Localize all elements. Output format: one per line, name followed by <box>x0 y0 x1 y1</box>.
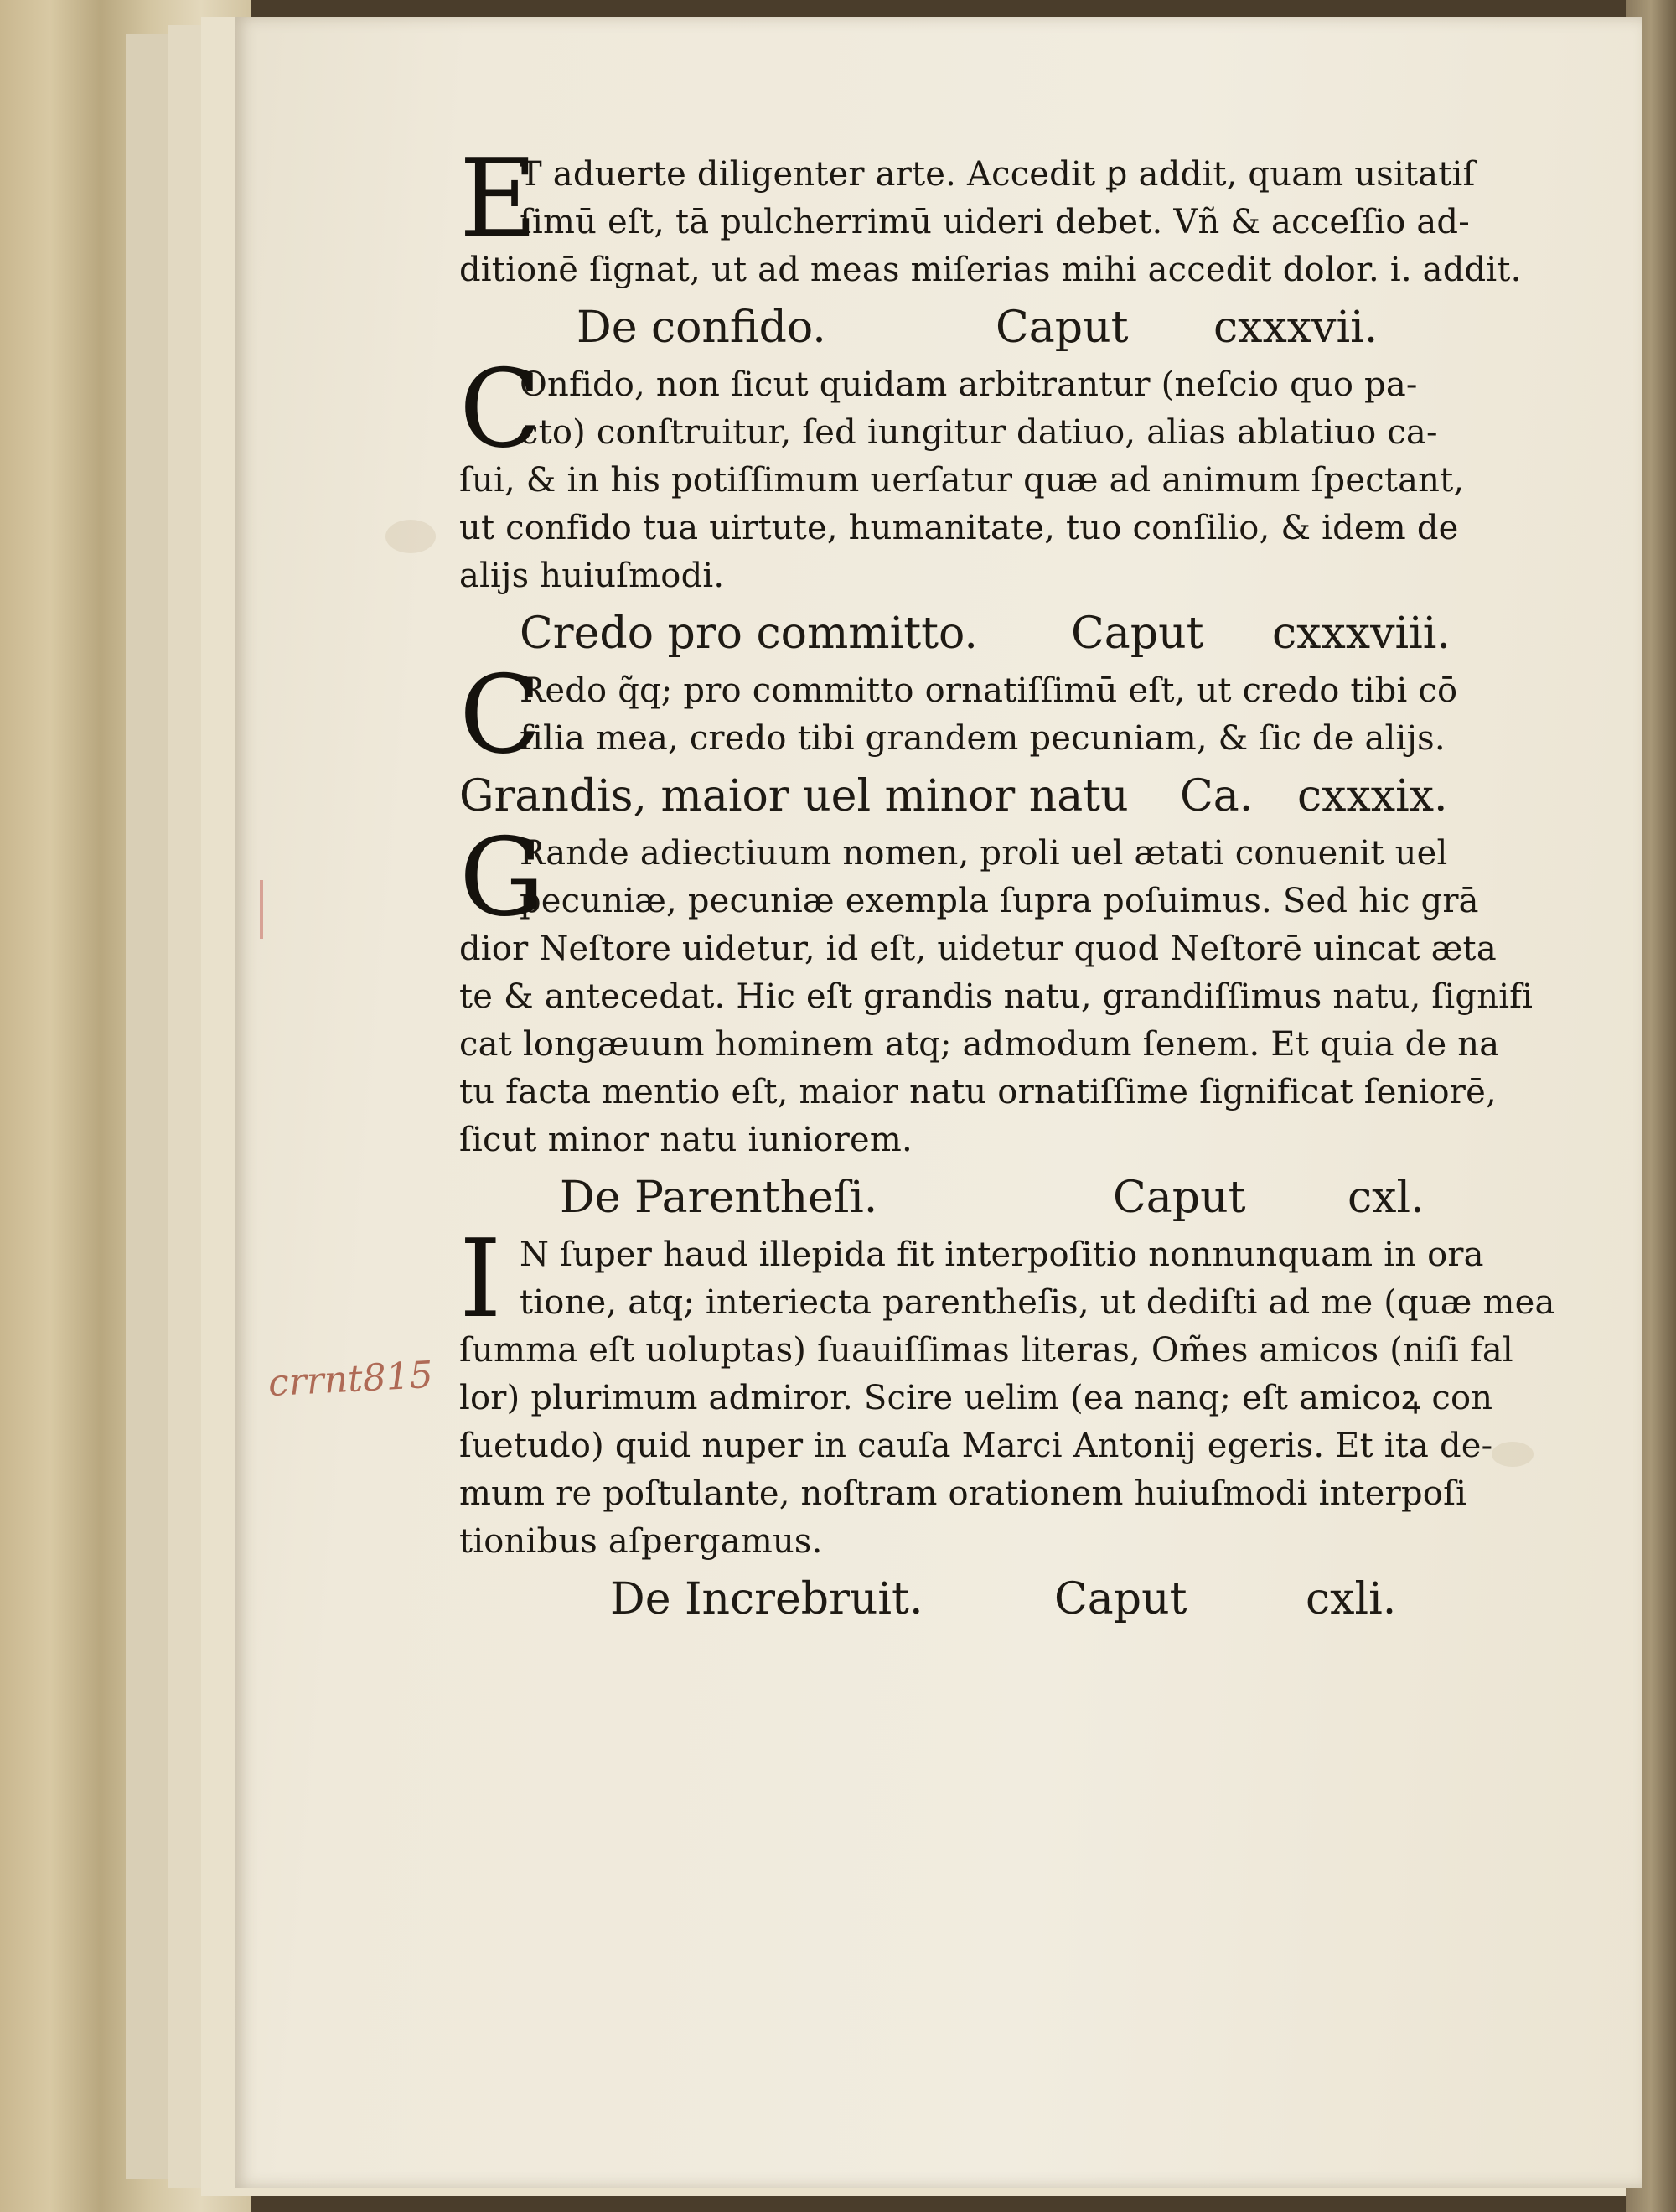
foxing-spot <box>1492 1442 1534 1467</box>
heading-number: cxxxviii. <box>1272 609 1451 659</box>
text-line: ſui, & in his potiſſimum uerſatur quæ ad animum ſpectant, <box>459 461 1465 500</box>
text-line: Redo q̃q; pro committo ornatiſſimū eſt, ut credo tibi cō <box>520 671 1458 710</box>
text-line: alijs huiuſmodi. <box>459 557 725 595</box>
heading-number: cxli. <box>1306 1574 1397 1624</box>
chapter-heading <box>459 763 1490 830</box>
heading-title: Grandis, maior uel minor natu <box>459 771 1129 821</box>
paragraph-confido <box>459 347 1490 600</box>
drop-cap: G <box>459 816 546 940</box>
text-line: tionibus aſpergamus. <box>459 1522 823 1561</box>
text-line: tu facta mentio eſt, maior natu ornatiſſime ſignificat ſeniorē, <box>459 1073 1497 1111</box>
text-line: dior Neſtore uidetur, id eſt, uidetur quod Neſtorē uincat æta <box>459 930 1497 968</box>
text-line: mum re poſtulante, noſtram orationem huiuſmodi interpoſi <box>459 1474 1467 1513</box>
paragraph-credo <box>459 653 1490 778</box>
heading-caput: Ca. <box>1180 771 1254 821</box>
heading-title: De Increbruit. <box>610 1574 923 1624</box>
chapter-heading <box>459 1164 1490 1231</box>
printed-text <box>459 137 1555 1633</box>
chapter-heading <box>459 600 1490 667</box>
text-line: ſilia mea, credo tibi grandem pecuniam, & ſic de alijs. <box>520 719 1446 758</box>
heading-title: De confido. <box>577 303 826 353</box>
text-line: cat longæuum hominem atq; admodum ſenem. Et quia de na <box>459 1025 1500 1064</box>
text-line: cto) conſtruitur, ſed iungitur datiuo, alias ablatiuo ca- <box>520 413 1438 452</box>
heading-caput: Caput <box>1113 1173 1246 1223</box>
drop-cap: I <box>459 1217 502 1342</box>
text-line: lor) plurimum admiror. Scire uelim (ea nanq; eſt amicoꝝ con <box>459 1379 1493 1417</box>
heading-caput: Caput <box>1054 1574 1187 1624</box>
text-line: ut confido tua uirtute, humanitate, tuo conſilio, & idem de <box>459 509 1459 547</box>
heading-number: cxxxix. <box>1297 771 1448 821</box>
drop-cap: C <box>459 347 541 472</box>
text-line: ſicut minor natu iuniorem. <box>459 1121 913 1159</box>
text-line: T aduerte diligenter arte. Accedit ꝑ addit, quam usitatiſ <box>520 155 1476 194</box>
text-line: te & antecedat. Hic eſt grandis natu, grandiſſimus natu, ſignifi <box>459 977 1534 1016</box>
text-line: ſumma eſt uoluptas) ſuauiſſimas literas, Om̃es amicos (niſi fal <box>459 1331 1513 1370</box>
paragraph-parenthesi <box>459 1217 1555 1566</box>
red-margin-mark <box>260 880 263 939</box>
heading-title: Credo pro committo. <box>520 609 978 659</box>
foxing-spot <box>385 520 436 553</box>
text-line: ditionē ſignat, ut ad meas miſerias mihi accedit dolor. i. addit. <box>459 251 1522 289</box>
text-line: tione, atq; interiecta parentheſis, ut dediſti ad me (quæ mea <box>520 1283 1555 1322</box>
paragraph-aduerte <box>459 137 1522 294</box>
heading-title: De Parentheſi. <box>560 1173 878 1223</box>
handwritten-marginalia: crrnt815 <box>266 1353 434 1406</box>
heading-number: cxxxvii. <box>1213 303 1379 353</box>
chapter-heading <box>459 294 1490 361</box>
chapter-heading <box>459 1566 1490 1633</box>
text-line: pecuniæ, pecuniæ exempla ſupra poſuimus. Sed hic grā <box>520 882 1479 920</box>
heading-caput: Caput <box>1071 609 1204 659</box>
text-line: N ſuper haud illepida fit interpoſitio nonnunquam in ora <box>520 1236 1484 1274</box>
text-line: Rande adiectiuum nomen, proli uel ætati conuenit uel <box>520 834 1448 873</box>
paragraph-grandis <box>459 816 1534 1164</box>
text-line: ſimū eſt, tā pulcherrimū uideri debet. Vñ & acceſſio ad- <box>520 203 1470 241</box>
heading-number: cxl. <box>1348 1173 1425 1223</box>
drop-cap: E <box>459 137 538 262</box>
text-line: ſuetudo) quid nuper in cauſa Marci Antonij egeris. Et ita de- <box>459 1427 1493 1465</box>
text-line: Onfido, non ſicut quidam arbitrantur (neſcio quo pa- <box>520 365 1418 404</box>
heading-caput: Caput <box>996 303 1129 353</box>
drop-cap: C <box>459 653 541 778</box>
